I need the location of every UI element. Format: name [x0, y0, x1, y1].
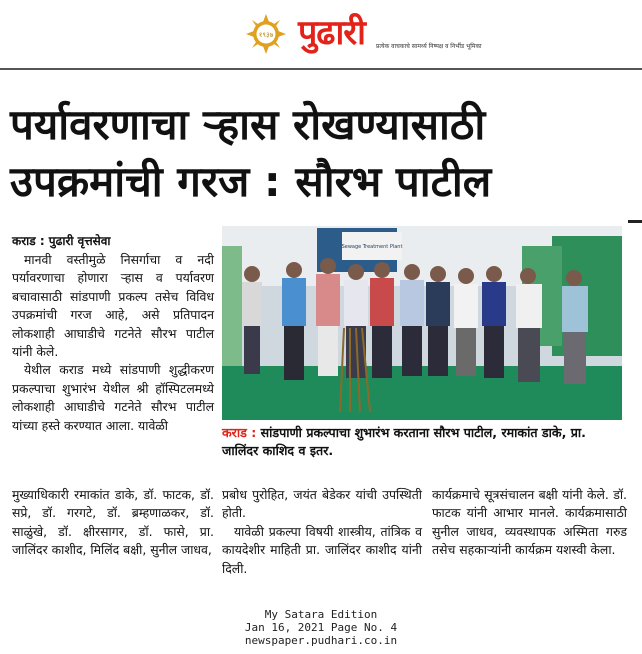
article-column-2 [222, 486, 422, 578]
edition-name: My Satara Edition [264, 608, 378, 621]
headline-line-1: पर्यावरणाचा ऱ्हास रोखण्यासाठी [10, 100, 486, 149]
paragraph-1: मानवी वस्तीमुळे निसर्गाचा व नदी पर्यावरणाचा होणारा ऱ्हास व पर्यावरण बचावासाठी सांडपाणी प्रकल्प तसेच विविध उपक्रमांची गरज आहे, असे प्रतिपादन लोकशाही आघाडीचे गटनेते सौरभ पाटील यांनी केले. [12, 252, 214, 360]
column-2-text-2: यावेळी प्रकल्पा विषयी शास्त्रीय, तांत्रिक व कायदेशीर माहिती प्रा. जालिंदर काशीद यांनी दिली. [222, 523, 422, 576]
article-column-1-bottom [12, 486, 214, 560]
sun-seal-logo [246, 14, 286, 54]
event-photo [222, 226, 622, 420]
column-3-text: कार्यक्रमाचे सूत्रसंचालन बक्षी यांनी केले. डॉ. फाटक यांनी आभार मानले. कार्यक्रमासाठी सुनील जाधव, व्यवस्थापक अस्मिता गरुड तसेच सहकाऱ्यांनी कार्यक्रम यशस्वी केला. [432, 487, 627, 558]
photo-caption [222, 424, 626, 460]
headline-line-2: उपक्रमांची गरज : सौरभ पाटील [10, 157, 492, 206]
edition-url: newspaper.pudhari.co.in [244, 634, 398, 647]
paragraph-2: येथील कराड मध्ये सांडपाणी शुद्धीकरण प्रकल्पाचा शुभारंभ येथील श्री हॉस्पिटलमध्ये लोकशाही आघाडीचे गटनेते सौरभ पाटील यांच्या हस्ते करण्यात आला. यावेळी [12, 362, 214, 433]
seal-text: १९३७ [258, 31, 274, 39]
column-2-text-1: प्रबोध पुरोहित, जयंत बेडेकर यांची उपस्थिती होती. [222, 487, 422, 521]
brand-logo: पुढारी [298, 13, 365, 53]
masthead-rule [0, 68, 642, 70]
headline [10, 96, 635, 210]
edition-date: Jan 16, 2021 Page No. 4 [244, 621, 398, 634]
byline: कराड : पुढारी वृत्तसेवा [12, 234, 111, 248]
plant-sign: Sewage Treatment Plant [341, 244, 403, 250]
brand-tagline: प्रत्येक वाचकाचे सामर्थ्य निष्पक्ष व निर्भीड भूमिका [376, 43, 482, 50]
edition-footer [0, 608, 642, 647]
caption-place: कराड : [222, 425, 257, 440]
article-column-1 [12, 251, 214, 435]
caption-text: सांडपाणी प्रकल्पाचा शुभारंभ करताना सौरभ पाटील, रमाकांत डाके, प्रा. जालिंदर काशिद व इतर. [222, 425, 586, 458]
column-marker [628, 220, 642, 223]
paragraph-2-continued: मुख्याधिकारी रमाकांत डाके, डॉ. फाटक, डॉ. सप्रे, डॉ. गरगटे, डॉ. ब्रम्हणाळकर, डॉ. साळुंखे, डॉ. क्षीरसागर, डॉ. फासे, प्रा. जालिंदर काशीद, मिलिंद बक्षी, सुनील जाधव, [12, 487, 214, 558]
photo-illustration [222, 226, 622, 420]
article-column-3 [432, 486, 627, 560]
masthead [0, 0, 642, 68]
